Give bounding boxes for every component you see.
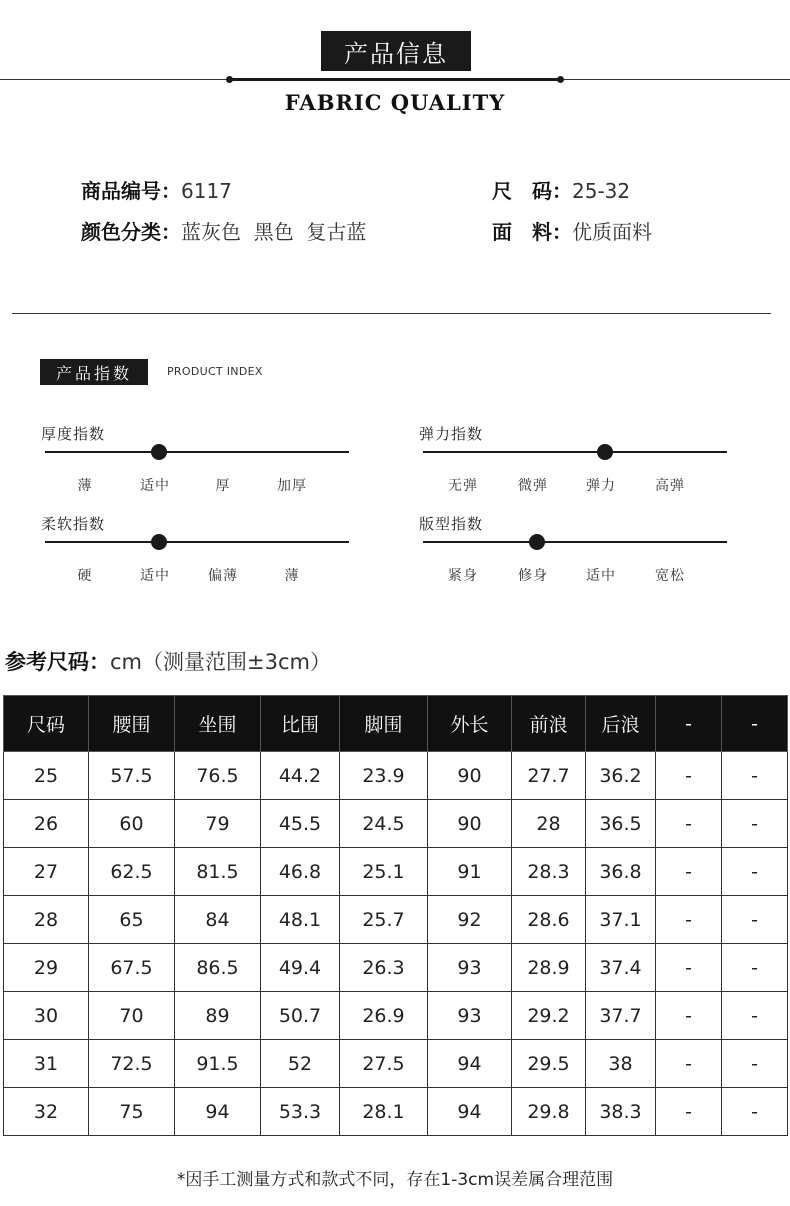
table-cell: 93 xyxy=(428,944,512,992)
scale-option: 适中 xyxy=(586,568,616,584)
table-cell: 27 xyxy=(4,848,89,896)
table-cell: 26.3 xyxy=(340,944,428,992)
scale-option: 高弹 xyxy=(655,478,685,494)
table-cell: - xyxy=(656,896,722,944)
table-cell: 28.3 xyxy=(512,848,586,896)
table-cell: - xyxy=(656,752,722,800)
table-cell: 28.1 xyxy=(340,1088,428,1136)
table-cell: 62.5 xyxy=(89,848,175,896)
scale-option: 无弹 xyxy=(448,478,478,494)
info-fabric xyxy=(492,218,652,246)
table-cell: - xyxy=(722,944,788,992)
table-cell: - xyxy=(722,992,788,1040)
table-cell: - xyxy=(656,800,722,848)
table-cell: 36.8 xyxy=(586,848,656,896)
table-cell: 44.2 xyxy=(261,752,340,800)
table-cell: 26.9 xyxy=(340,992,428,1040)
table-cell: 29.8 xyxy=(512,1088,586,1136)
product-index-title: 产品指数 xyxy=(40,359,148,385)
column-header: 前浪 xyxy=(512,696,586,752)
table-cell: 25.7 xyxy=(340,896,428,944)
footnote: *因手工测量方式和款式不同，存在1-3cm误差属合理范围 xyxy=(176,1170,614,1190)
size-table xyxy=(3,695,788,1136)
info-label: 尺 码： xyxy=(492,179,572,203)
table-cell: 31 xyxy=(4,1040,89,1088)
scale-option: 硬 xyxy=(77,568,93,584)
table-row xyxy=(4,896,788,944)
table-cell: - xyxy=(722,848,788,896)
scale-option: 厚 xyxy=(215,478,231,494)
column-header: - xyxy=(656,696,722,752)
table-row xyxy=(4,800,788,848)
info-size xyxy=(492,177,630,205)
scale-option: 适中 xyxy=(140,478,170,494)
info-label: 面 料： xyxy=(492,220,572,244)
section-title-product-info: 产品信息 xyxy=(321,31,471,71)
scale-fit xyxy=(419,513,733,593)
info-label: 颜色分类： xyxy=(81,220,181,244)
table-cell: 60 xyxy=(89,800,175,848)
table-cell: - xyxy=(722,896,788,944)
table-row xyxy=(4,848,788,896)
fabric-quality-title: FABRIC QUALITY xyxy=(284,90,506,115)
size-reference-title xyxy=(5,647,331,677)
table-cell: 23.9 xyxy=(340,752,428,800)
scale-indicator xyxy=(151,444,167,460)
table-cell: - xyxy=(722,1040,788,1088)
scale-thickness xyxy=(41,423,355,503)
table-cell: 94 xyxy=(428,1088,512,1136)
table-cell: 90 xyxy=(428,800,512,848)
table-cell: 52 xyxy=(261,1040,340,1088)
scale-option: 微弹 xyxy=(518,478,548,494)
size-reference-unit: cm（测量范围±3cm） xyxy=(110,650,331,674)
scale-title: 版型指数 xyxy=(419,515,484,533)
info-label: 商品编号： xyxy=(81,179,181,203)
scale-option: 加厚 xyxy=(277,478,307,494)
scale-indicator xyxy=(597,444,613,460)
scale-softness xyxy=(41,513,355,593)
table-cell: 91.5 xyxy=(175,1040,261,1088)
product-index-subtitle: PRODUCT INDEX xyxy=(167,365,263,378)
column-header: 外长 xyxy=(428,696,512,752)
table-row xyxy=(4,992,788,1040)
info-colors xyxy=(81,218,366,246)
header-divider-accent xyxy=(229,78,561,81)
table-cell: 75 xyxy=(89,1088,175,1136)
table-cell: 49.4 xyxy=(261,944,340,992)
info-value: 蓝灰色 黑色 复古蓝 xyxy=(181,220,367,244)
column-header: 尺码 xyxy=(4,696,89,752)
table-cell: 72.5 xyxy=(89,1040,175,1088)
table-cell: 28 xyxy=(512,800,586,848)
scale-option: 弹力 xyxy=(586,478,616,494)
column-header: 坐围 xyxy=(175,696,261,752)
scale-track xyxy=(423,451,727,453)
table-cell: - xyxy=(656,1088,722,1136)
scale-option: 宽松 xyxy=(655,568,685,584)
size-reference-label: 参考尺码： xyxy=(5,650,110,674)
info-value: 6117 xyxy=(181,179,232,203)
table-cell: 48.1 xyxy=(261,896,340,944)
column-header: 腰围 xyxy=(89,696,175,752)
table-cell: 37.7 xyxy=(586,992,656,1040)
info-item-number xyxy=(81,177,232,205)
divider-dot-left xyxy=(226,76,233,83)
scale-option: 偏薄 xyxy=(208,568,238,584)
table-cell: 79 xyxy=(175,800,261,848)
table-cell: 67.5 xyxy=(89,944,175,992)
table-cell: 29 xyxy=(4,944,89,992)
column-header: 脚围 xyxy=(340,696,428,752)
table-cell: 86.5 xyxy=(175,944,261,992)
scale-elasticity xyxy=(419,423,733,503)
table-cell: 28 xyxy=(4,896,89,944)
scale-option: 适中 xyxy=(140,568,170,584)
table-row xyxy=(4,944,788,992)
scale-track xyxy=(423,541,727,543)
table-cell: 25.1 xyxy=(340,848,428,896)
table-cell: 93 xyxy=(428,992,512,1040)
table-cell: 89 xyxy=(175,992,261,1040)
table-cell: 38 xyxy=(586,1040,656,1088)
table-cell: 27.7 xyxy=(512,752,586,800)
divider-dot-right xyxy=(557,76,564,83)
scale-track xyxy=(45,451,349,453)
table-cell: 94 xyxy=(175,1088,261,1136)
table-cell: 46.8 xyxy=(261,848,340,896)
table-cell: - xyxy=(656,944,722,992)
table-cell: 53.3 xyxy=(261,1088,340,1136)
table-cell: 94 xyxy=(428,1040,512,1088)
table-cell: 81.5 xyxy=(175,848,261,896)
table-cell: 65 xyxy=(89,896,175,944)
scale-option: 薄 xyxy=(284,568,300,584)
table-cell: 70 xyxy=(89,992,175,1040)
table-cell: 37.4 xyxy=(586,944,656,992)
table-cell: 57.5 xyxy=(89,752,175,800)
table-cell: 29.2 xyxy=(512,992,586,1040)
table-cell: 30 xyxy=(4,992,89,1040)
table-cell: - xyxy=(722,1088,788,1136)
table-row xyxy=(4,1088,788,1136)
scale-option: 薄 xyxy=(77,478,93,494)
section-divider xyxy=(12,313,771,314)
column-header: 后浪 xyxy=(586,696,656,752)
table-cell: 92 xyxy=(428,896,512,944)
scale-option: 紧身 xyxy=(448,568,478,584)
column-header: - xyxy=(722,696,788,752)
table-row xyxy=(4,1040,788,1088)
scale-option: 修身 xyxy=(518,568,548,584)
table-cell: - xyxy=(656,992,722,1040)
table-cell: - xyxy=(722,800,788,848)
table-cell: 27.5 xyxy=(340,1040,428,1088)
table-cell: 36.5 xyxy=(586,800,656,848)
table-cell: 24.5 xyxy=(340,800,428,848)
scale-title: 厚度指数 xyxy=(41,425,106,443)
table-row xyxy=(4,752,788,800)
info-value: 优质面料 xyxy=(572,220,652,244)
table-cell: 25 xyxy=(4,752,89,800)
table-cell: 29.5 xyxy=(512,1040,586,1088)
table-cell: - xyxy=(722,752,788,800)
table-cell: 91 xyxy=(428,848,512,896)
table-cell: 50.7 xyxy=(261,992,340,1040)
table-cell: 84 xyxy=(175,896,261,944)
table-cell: 26 xyxy=(4,800,89,848)
scale-indicator xyxy=(529,534,545,550)
scale-track xyxy=(45,541,349,543)
table-cell: 28.6 xyxy=(512,896,586,944)
table-cell: - xyxy=(656,848,722,896)
column-header: 比围 xyxy=(261,696,340,752)
table-cell: 32 xyxy=(4,1088,89,1136)
table-cell: - xyxy=(656,1040,722,1088)
info-value: 25-32 xyxy=(572,179,631,203)
table-cell: 28.9 xyxy=(512,944,586,992)
table-cell: 37.1 xyxy=(586,896,656,944)
scale-indicator xyxy=(151,534,167,550)
scale-title: 柔软指数 xyxy=(41,515,106,533)
table-cell: 38.3 xyxy=(586,1088,656,1136)
table-cell: 36.2 xyxy=(586,752,656,800)
scale-title: 弹力指数 xyxy=(419,425,484,443)
table-cell: 76.5 xyxy=(175,752,261,800)
table-header-row xyxy=(4,696,788,752)
table-cell: 45.5 xyxy=(261,800,340,848)
table-cell: 90 xyxy=(428,752,512,800)
